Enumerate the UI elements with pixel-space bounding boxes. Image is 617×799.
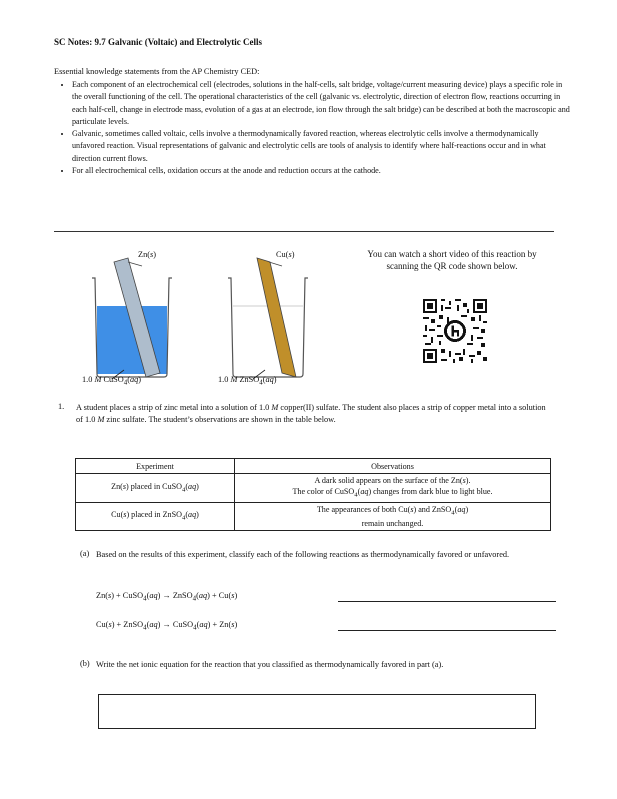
table-cell-experiment: Cu(s) placed in ZnSO$_4$(aq) bbox=[76, 502, 235, 531]
essential-knowledge-item: • Galvanic, sometimes called voltaic, cells involve a thermodynamically favored reaction, whereas electrolytic cells involve a thermodynamically unfavored reaction. Visual representations of galvanic and electrolytic cells are tools of analysis to identify where half-reactions occur and in what direction current flows. bbox=[72, 128, 572, 165]
table-header-observations: Observations bbox=[235, 459, 551, 474]
table-header-row bbox=[76, 459, 551, 474]
table-cell-observation: A dark solid appears on the surface of the Zn(s). The color of CuSO$_4$(aq) changes from dark blue to light blue. bbox=[235, 474, 551, 503]
cuso4-solution-label: 1.0 M CuSO$_4$(aq) bbox=[82, 375, 142, 387]
znso4-solution-label: 1.0 M ZnSO$_4$(aq) bbox=[218, 375, 277, 387]
essential-knowledge-list bbox=[58, 79, 572, 177]
table-cell-observation: The appearances of both Cu(s) and ZnSO$_4$(aq) remain unchanged. bbox=[235, 502, 551, 531]
copper-strip-label: Cu(s) bbox=[276, 250, 295, 259]
page-title: SC Notes: 9.7 Galvanic (Voltaic) and Electrolytic Cells bbox=[54, 37, 262, 47]
equation-2: Cu(s) + ZnSO$_4$(aq) → CuSO$_4$(aq) + Zn(s) bbox=[96, 620, 238, 632]
part-b-label: (b) bbox=[80, 659, 90, 668]
part-a-text: Based on the results of this experiment, classify each of the following reactions as thermodynamically favored or unfavored. bbox=[96, 550, 510, 559]
observations-table bbox=[75, 458, 551, 531]
essential-knowledge-item: • For all electrochemical cells, oxidation occurs at the anode and reduction occurs at the cathode. bbox=[72, 165, 572, 177]
essential-knowledge-intro: Essential knowledge statements from the AP Chemistry CED: bbox=[54, 67, 260, 76]
answer-box[interactable] bbox=[98, 694, 536, 729]
equation-1: Zn(s) + CuSO$_4$(aq) → ZnSO$_4$(aq) + Cu(s) bbox=[96, 591, 238, 603]
beaker-zn-in-cuso4 bbox=[92, 258, 172, 379]
answer-line-2[interactable] bbox=[338, 630, 556, 631]
table-cell-experiment: Zn(s) placed in CuSO$_4$(aq) bbox=[76, 474, 235, 503]
question-text: A student places a strip of zinc metal into a solution of 1.0 M copper(II) sulfate. The student also places a strip of copper metal into a solution of 1.0 M zinc sulfate. The student’s observations are shown in the table below. bbox=[76, 403, 546, 424]
essential-knowledge-item: • Each component of an electrochemical cell (electrodes, solutions in the half-cells, salt bridge, voltage/current measuring device) plays a specific role in the overall functioning of the cell. The operational characteristics of the cell (galvanic vs. electrolytic, direction of electron flow, reactions occurring in each half-cell, change in electrode mass, evolution of a gas at an electrode, ion flow through the salt bridge) can be described at both the macroscopic and particulate levels. bbox=[72, 79, 572, 128]
part-b-text: Write the net ionic equation for the reaction that you classified as thermodynamically favored in part (a). bbox=[96, 660, 444, 669]
answer-line-1[interactable] bbox=[338, 601, 556, 602]
table-row bbox=[76, 502, 551, 531]
section-divider bbox=[54, 231, 554, 232]
table-header-experiment: Experiment bbox=[76, 459, 235, 474]
video-instructions: You can watch a short video of this reaction by scanning the QR code shown below. bbox=[367, 249, 537, 271]
part-a-label: (a) bbox=[80, 549, 90, 558]
table-row bbox=[76, 474, 551, 503]
beaker-cu-in-znso4 bbox=[228, 258, 308, 379]
copper-strip bbox=[257, 258, 296, 377]
question-number: 1. bbox=[58, 402, 65, 411]
zinc-strip-label: Zn(s) bbox=[138, 250, 156, 259]
qr-code-icon[interactable] bbox=[423, 299, 487, 363]
beakers-illustration bbox=[70, 238, 320, 388]
